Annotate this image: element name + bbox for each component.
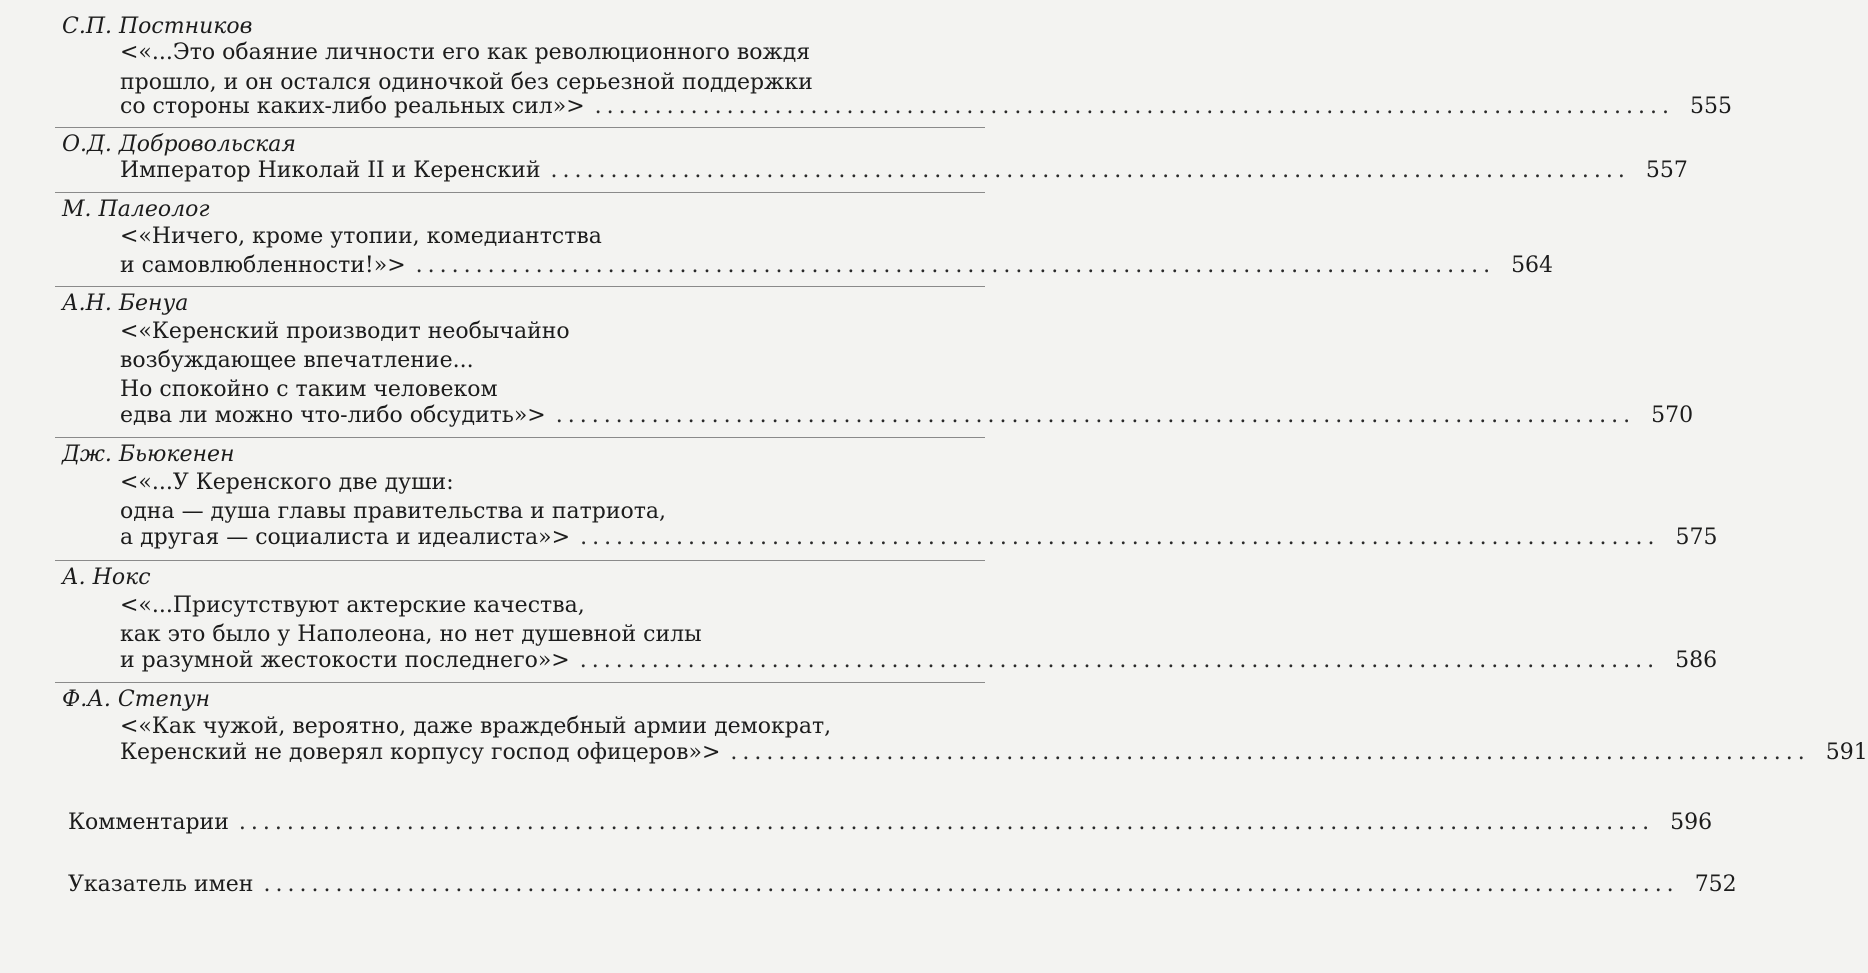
entry-text-line: а другая — социалиста и идеалиста»> bbox=[120, 525, 571, 550]
entry-last-line[interactable] bbox=[120, 644, 1718, 678]
entry-author: С.П. Постников bbox=[62, 14, 253, 39]
entry-text-line: прошло, и он остался одиночкой без серьезной поддержки bbox=[120, 70, 813, 95]
entry-text-line: <«...Это обаяние личности его как революционного вождя bbox=[120, 40, 811, 65]
dot-leader: ...................................................................................................................... bbox=[263, 872, 1679, 897]
entry-author: О.Д. Добровольская bbox=[62, 132, 296, 157]
divider bbox=[55, 437, 985, 438]
page-number: 596 bbox=[1670, 810, 1713, 835]
entry-text-line: <«Керенский производит необычайно bbox=[120, 319, 570, 344]
dot-leader: .......................................................................................... bbox=[415, 253, 1496, 278]
toc-item-title: Комментарии bbox=[68, 810, 229, 835]
dot-leader: .......................................................................................... bbox=[730, 740, 1810, 765]
divider bbox=[55, 682, 985, 683]
entry-last-line[interactable] bbox=[120, 399, 1694, 433]
page-number: 564 bbox=[1511, 253, 1554, 278]
page-number: 586 bbox=[1675, 648, 1718, 673]
page-number: 557 bbox=[1645, 158, 1688, 183]
dot-leader: .......................................................................................... bbox=[550, 158, 1630, 183]
entry-text-line: Керенский не доверял корпусу господ офицеров»> bbox=[120, 740, 721, 765]
entry-last-line[interactable] bbox=[120, 249, 1554, 283]
entry-text-line: Император Николай II и Керенский bbox=[120, 158, 541, 183]
entry-text-line: <«Как чужой, вероятно, даже враждебный армии демократ, bbox=[120, 714, 832, 739]
dot-leader: .......................................................................................... bbox=[579, 648, 1660, 673]
entry-last-line[interactable] bbox=[120, 736, 1868, 770]
dot-leader: ...................................................................................................................... bbox=[238, 810, 1655, 835]
entry-text-line: со стороны каких-либо реальных сил»> bbox=[120, 94, 585, 119]
page-number: 555 bbox=[1690, 94, 1733, 119]
page-number: 752 bbox=[1694, 872, 1737, 897]
entry-last-line[interactable] bbox=[120, 90, 1733, 124]
entry-text-line: и разумной жестокости последнего»> bbox=[120, 648, 570, 673]
entry-author: Дж. Бьюкенен bbox=[62, 442, 235, 467]
entry-text-line: и самовлюбленности!»> bbox=[120, 253, 406, 278]
dot-leader: .......................................................................................... bbox=[580, 525, 1660, 550]
entry-text-line: как это было у Наполеона, но нет душевной силы bbox=[120, 622, 702, 647]
entry-text-line: одна — душа главы правительства и патриота, bbox=[120, 499, 667, 524]
entry-last-line[interactable] bbox=[120, 521, 1718, 555]
toc-item-title: Указатель имен bbox=[68, 872, 254, 897]
page-number: 570 bbox=[1651, 403, 1694, 428]
dot-leader: .......................................................................................... bbox=[555, 403, 1636, 428]
entry-text-line: <«...У Керенского две души: bbox=[120, 470, 454, 495]
page-number: 575 bbox=[1675, 525, 1718, 550]
divider bbox=[55, 192, 985, 193]
entry-text-line: едва ли можно что-либо обсудить»> bbox=[120, 403, 546, 428]
entry-text-line: Но спокойно с таким человеком bbox=[120, 377, 498, 402]
entry-text-line: <«...Присутствуют актерские качества, bbox=[120, 593, 585, 618]
entry-text-line: <«Ничего, кроме утопии, комедиантства bbox=[120, 224, 602, 249]
divider bbox=[55, 286, 985, 287]
dot-leader: .......................................................................................... bbox=[594, 94, 1675, 119]
entry-author: А.Н. Бенуа bbox=[62, 291, 189, 316]
entry-author: М. Палеолог bbox=[62, 197, 210, 222]
toc-item-name-index[interactable] bbox=[68, 868, 1737, 902]
entry-last-line[interactable] bbox=[120, 154, 1688, 188]
entry-author: Ф.А. Степун bbox=[62, 687, 211, 712]
divider bbox=[55, 127, 985, 128]
page-number: 591 bbox=[1825, 740, 1868, 765]
divider bbox=[55, 560, 985, 561]
toc-item-commentary[interactable] bbox=[68, 806, 1713, 840]
entry-author: А. Нокс bbox=[62, 565, 151, 590]
entry-text-line: возбуждающее впечатление... bbox=[120, 348, 474, 373]
